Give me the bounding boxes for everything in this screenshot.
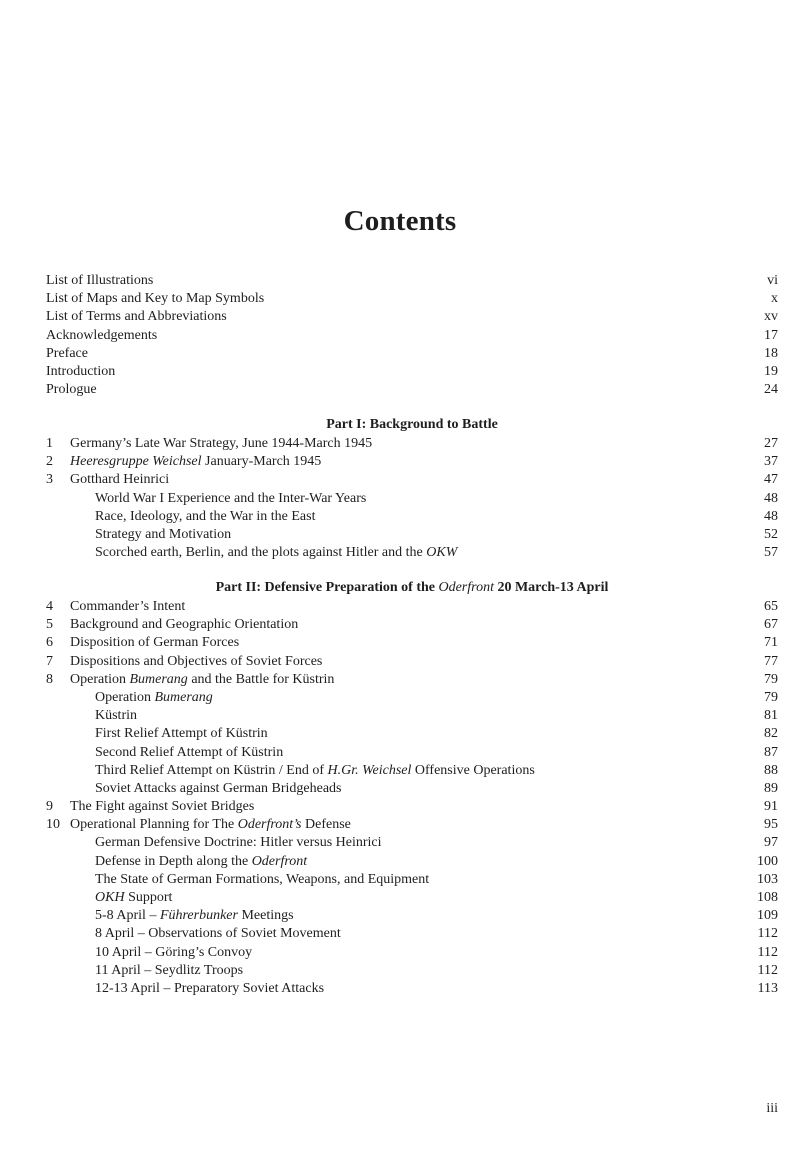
entry-page-number: 18 [764, 345, 778, 361]
entry-title-italic: Heeresgruppe Weichsel [70, 454, 202, 470]
entry-title-text: Meetings [237, 908, 294, 924]
entry-title-italic: OKW [426, 545, 458, 561]
entry-title-text: Offensive Operations [411, 762, 535, 778]
entry-title: List of Maps and Key to Map Symbols [46, 291, 265, 307]
entry-page-number: 103 [757, 871, 778, 887]
entry-title [46, 834, 748, 852]
entry-title-text: Küstrin [95, 708, 137, 724]
toc-chapter-entry [46, 671, 778, 689]
entry-title [46, 962, 748, 980]
entry-title [46, 762, 748, 780]
entry-title-text: German Defensive Doctrine: Hitler versus Heinrici [95, 835, 382, 851]
entry-title-italic: Bumerang [154, 689, 213, 705]
part-heading: Part I: Background to Battle [326, 417, 498, 433]
part-heading-text: Part II: Defensive Preparation of the [215, 580, 439, 596]
toc-entry [46, 272, 778, 290]
entry-title-text: Defense in Depth along the [95, 853, 252, 869]
entry-title [70, 616, 748, 634]
toc-entry [46, 290, 778, 308]
toc-subentry [46, 490, 778, 508]
entry-page-number: 112 [757, 962, 778, 978]
entry-title [46, 689, 748, 707]
entry-title-text: 11 April – Seydlitz Troops [95, 962, 244, 978]
entry-page-number: 47 [764, 472, 778, 488]
entry-title-text: Disposition of German Forces [70, 635, 240, 651]
entry-title-text: Operational Planning for The [70, 817, 238, 833]
entry-page-number: 67 [764, 617, 778, 633]
entry-title-text: Dispositions and Objectives of Soviet Forces [70, 653, 323, 669]
toc-entry [46, 345, 778, 363]
entry-title-text: Operation [95, 689, 155, 705]
entry-title [70, 435, 748, 453]
chapter-number: 1 [46, 436, 53, 451]
entry-page-number: 97 [764, 835, 778, 851]
part-heading-text: 20 March-13 April [493, 580, 609, 596]
entry-page-number: 27 [764, 436, 778, 451]
toc-subentry [46, 980, 778, 998]
chapter-number: 2 [46, 454, 53, 470]
chapter-number: 6 [46, 635, 53, 651]
toc-subentry [46, 944, 778, 962]
entry-title [46, 980, 748, 998]
entry-title-text: Gotthard Heinrici [70, 472, 170, 488]
entry-title-text: January-March 1945 [201, 454, 322, 470]
entry-page-number: 109 [757, 908, 778, 924]
toc-subentry [46, 544, 778, 562]
entry-page-number: 19 [764, 363, 778, 379]
entry-page-number: x [771, 291, 778, 307]
toc-chapter-entry [46, 453, 778, 471]
entry-title-text: 5-8 April – [95, 908, 160, 924]
entry-title [70, 634, 748, 652]
entry-page-number: 89 [764, 780, 778, 796]
toc-subentry [46, 834, 778, 852]
entry-title [70, 671, 748, 689]
toc-chapter-entry [46, 798, 778, 816]
entry-title [46, 707, 748, 725]
chapter-number: 8 [46, 671, 53, 687]
entry-title-text: Commander’s Intent [70, 599, 186, 614]
entry-title [46, 944, 748, 962]
chapter-number: 4 [46, 599, 53, 614]
entry-page-number: 24 [764, 382, 778, 398]
entry-page-number: 91 [764, 799, 778, 815]
entry-title [46, 725, 748, 743]
entry-page-number: 52 [764, 526, 778, 542]
entry-title-text: The State of German Formations, Weapons, and Equipment [95, 871, 430, 887]
toc-chapter-entry [46, 435, 778, 453]
entry-page-number: 100 [757, 853, 778, 869]
entry-page-number: 48 [764, 508, 778, 524]
front-matter-list [46, 272, 778, 399]
entry-title-text: Germany’s Late War Strategy, June 1944-March 1945 [70, 436, 373, 451]
chapter-number: 7 [46, 653, 53, 669]
toc-subentry [46, 508, 778, 526]
entry-title-text: 12-13 April – Preparatory Soviet Attacks [95, 980, 325, 996]
entry-page-number: 77 [764, 653, 778, 669]
entry-title-italic: Oderfront [251, 853, 308, 869]
part-1-list [46, 435, 778, 562]
entry-title-text: World War I Experience and the Inter-War Years [95, 490, 367, 506]
part-2-list [46, 598, 778, 998]
entry-title-text: 8 April – Observations of Soviet Movement [95, 926, 341, 942]
entry-title-text: 10 April – Göring’s Convoy [95, 944, 253, 960]
entry-title-text: Support [124, 890, 173, 905]
entry-title-text: Race, Ideology, and the War in the East [95, 508, 316, 524]
entry-title [70, 798, 748, 816]
entry-title-italic: Bumerang [129, 671, 188, 687]
entry-title: Acknowledgements [46, 327, 158, 343]
toc-subentry [46, 925, 778, 943]
entry-page-number: 88 [764, 762, 778, 778]
entry-title-italic: H.Gr. Weichsel [327, 762, 412, 778]
entry-title-text: Defense [301, 817, 351, 833]
entry-page-number: 87 [764, 744, 778, 760]
toc-subentry [46, 871, 778, 889]
entry-title-text: Background and Geographic Orientation [70, 617, 299, 633]
chapter-number: 9 [46, 799, 53, 815]
entry-page-number: 17 [764, 327, 778, 343]
entry-title-text: Scorched earth, Berlin, and the plots against Hitler and the [95, 545, 427, 561]
entry-title [46, 508, 748, 526]
toc-subentry [46, 889, 778, 907]
entry-page-number: 65 [764, 599, 778, 614]
entry-page-number: 108 [757, 890, 778, 905]
entry-title [70, 471, 748, 489]
entry-title [46, 889, 748, 907]
entry-page-number: 113 [757, 980, 778, 996]
part-heading [46, 579, 778, 597]
entry-title [70, 653, 748, 671]
entry-title-italic: OKH [95, 890, 125, 905]
toc-subentry [46, 725, 778, 743]
entry-title-text: First Relief Attempt of Küstrin [95, 726, 268, 742]
toc-entry [46, 327, 778, 345]
entry-page-number: 71 [764, 635, 778, 651]
entry-page-number: 112 [757, 926, 778, 942]
entry-title [70, 453, 748, 471]
entry-title: Prologue [46, 382, 97, 398]
entry-page-number: vi [767, 273, 778, 288]
entry-title [46, 871, 748, 889]
entry-title: List of Terms and Abbreviations [46, 309, 227, 325]
toc-subentry [46, 907, 778, 925]
entry-title [46, 490, 748, 508]
toc-chapter-entry [46, 816, 778, 834]
entry-title-text: Operation [70, 671, 130, 687]
entry-page-number: 81 [764, 708, 778, 724]
chapter-number: 3 [46, 472, 53, 488]
toc-subentry [46, 962, 778, 980]
toc-entry [46, 308, 778, 326]
entry-title: Introduction [46, 363, 116, 379]
toc-chapter-entry [46, 616, 778, 634]
toc-chapter-entry [46, 653, 778, 671]
entry-title-text: Soviet Attacks against German Bridgeheads [95, 780, 342, 796]
entry-title [70, 598, 748, 616]
entry-title [46, 853, 748, 871]
toc-subentry [46, 744, 778, 762]
toc-subentry [46, 780, 778, 798]
toc-subentry [46, 853, 778, 871]
toc-subentry [46, 526, 778, 544]
entry-page-number: 37 [764, 454, 778, 470]
entry-title-italic: Führerbunker [159, 908, 238, 924]
table-of-contents [46, 272, 778, 998]
entry-title-text: Third Relief Attempt on Küstrin / End of [95, 762, 328, 778]
page-title: Contents [343, 205, 457, 238]
entry-page-number: 79 [764, 671, 778, 687]
toc-subentry [46, 689, 778, 707]
toc-chapter-entry [46, 471, 778, 489]
entry-page-number: 79 [764, 689, 778, 705]
entry-title-text: Strategy and Motivation [95, 526, 232, 542]
toc-subentry [46, 707, 778, 725]
entry-page-number: 57 [764, 545, 778, 561]
entry-title-text: The Fight against Soviet Bridges [70, 799, 255, 815]
chapter-number: 10 [46, 817, 60, 833]
entry-title [46, 925, 748, 943]
toc-chapter-entry [46, 634, 778, 652]
entry-page-number: 48 [764, 490, 778, 506]
entry-title [46, 526, 748, 544]
toc-entry [46, 381, 778, 399]
entry-title [46, 544, 748, 562]
entry-title-text: and the Battle for Küstrin [187, 671, 335, 687]
entry-title [46, 907, 748, 925]
entry-title [46, 780, 748, 798]
toc-entry [46, 363, 778, 381]
entry-title: Preface [46, 345, 88, 361]
entry-title [46, 744, 748, 762]
toc-subentry [46, 762, 778, 780]
entry-title-italic: Oderfront’s [237, 817, 302, 833]
entry-title: List of Illustrations [46, 273, 154, 288]
entry-title [70, 816, 748, 834]
chapter-number: 5 [46, 617, 53, 633]
toc-chapter-entry [46, 598, 778, 616]
page-number: iii [766, 1101, 778, 1116]
entry-page-number: 95 [764, 817, 778, 833]
entry-title-text: Second Relief Attempt of Küstrin [95, 744, 284, 760]
entry-page-number: 112 [757, 944, 778, 960]
part-heading-italic: Oderfront [438, 580, 494, 596]
entry-page-number: xv [764, 309, 778, 325]
entry-page-number: 82 [764, 726, 778, 742]
